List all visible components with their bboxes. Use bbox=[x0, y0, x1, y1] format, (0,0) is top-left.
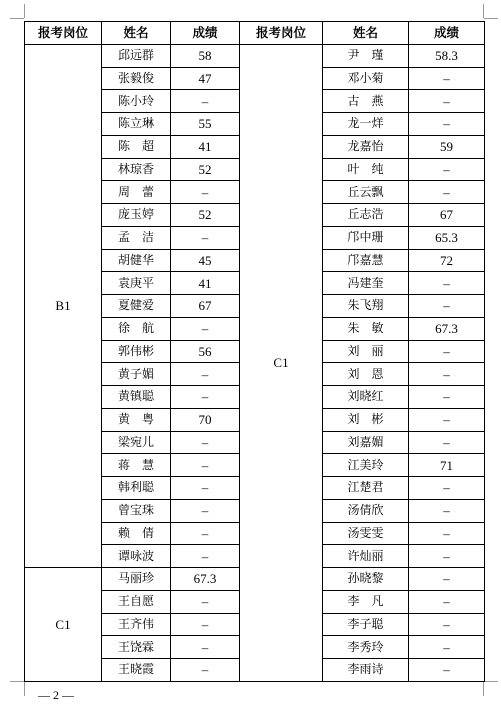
candidate-score: – bbox=[409, 477, 485, 500]
position-group-cell: C1 bbox=[25, 568, 102, 682]
candidate-score: – bbox=[171, 477, 240, 500]
header-score-right: 成绩 bbox=[409, 22, 485, 45]
candidate-score: – bbox=[409, 363, 485, 386]
candidate-name: 汤倩欣 bbox=[323, 499, 409, 522]
header-position-left: 报考岗位 bbox=[25, 22, 102, 45]
candidate-score: 67 bbox=[409, 204, 485, 227]
position-group-cell: B1 bbox=[25, 44, 102, 567]
candidate-score: 59 bbox=[409, 135, 485, 158]
candidate-score: – bbox=[171, 636, 240, 659]
candidate-score: – bbox=[409, 113, 485, 136]
candidate-name: 朱 敏 bbox=[323, 317, 409, 340]
candidate-score: 71 bbox=[409, 454, 485, 477]
candidate-name: 庞玉婷 bbox=[102, 204, 171, 227]
candidate-score: 47 bbox=[171, 67, 240, 90]
candidate-score: 67.3 bbox=[409, 317, 485, 340]
candidate-name: 韩利聪 bbox=[102, 477, 171, 500]
candidate-name: 李子聪 bbox=[323, 613, 409, 636]
candidate-name: 谭咏波 bbox=[102, 545, 171, 568]
candidate-name: 王自愿 bbox=[102, 590, 171, 613]
candidate-name: 林琼香 bbox=[102, 158, 171, 181]
candidate-score: – bbox=[409, 659, 485, 682]
crop-mark-bottom-right-h bbox=[484, 681, 498, 682]
candidate-name: 丘云飘 bbox=[323, 181, 409, 204]
candidate-score: – bbox=[171, 499, 240, 522]
candidate-name: 孟 洁 bbox=[102, 226, 171, 249]
candidate-score: 72 bbox=[409, 249, 485, 272]
header-name-left: 姓名 bbox=[102, 22, 171, 45]
candidate-score: – bbox=[409, 431, 485, 454]
candidate-score: – bbox=[409, 545, 485, 568]
candidate-score: 70 bbox=[171, 408, 240, 431]
page-number: — 2 — bbox=[38, 688, 74, 702]
candidate-name: 龙一烊 bbox=[323, 113, 409, 136]
candidate-score: – bbox=[409, 590, 485, 613]
candidate-score: – bbox=[409, 295, 485, 318]
candidate-name: 梁宛儿 bbox=[102, 431, 171, 454]
candidate-name: 邝嘉慧 bbox=[323, 249, 409, 272]
crop-mark-bottom-right-v bbox=[483, 682, 484, 696]
candidate-score: 45 bbox=[171, 249, 240, 272]
candidate-name: 李秀玲 bbox=[323, 636, 409, 659]
header-position-right: 报考岗位 bbox=[240, 22, 323, 45]
candidate-score: – bbox=[409, 499, 485, 522]
candidate-score: 58.3 bbox=[409, 44, 485, 67]
candidate-score: – bbox=[409, 340, 485, 363]
candidate-score: – bbox=[409, 272, 485, 295]
candidate-name: 蒋 慧 bbox=[102, 454, 171, 477]
candidate-name: 徐 航 bbox=[102, 317, 171, 340]
score-table bbox=[24, 21, 485, 682]
candidate-score: – bbox=[171, 590, 240, 613]
candidate-name: 李雨诗 bbox=[323, 659, 409, 682]
candidate-name: 曾宝珠 bbox=[102, 499, 171, 522]
candidate-score: 65.3 bbox=[409, 226, 485, 249]
candidate-score: – bbox=[171, 90, 240, 113]
candidate-score: – bbox=[171, 454, 240, 477]
candidate-score: – bbox=[409, 158, 485, 181]
candidate-name: 王饶霖 bbox=[102, 636, 171, 659]
candidate-score: 55 bbox=[171, 113, 240, 136]
header-score-left: 成绩 bbox=[171, 22, 240, 45]
candidate-score: – bbox=[409, 67, 485, 90]
candidate-name: 汤雯雯 bbox=[323, 522, 409, 545]
crop-mark-top-left-h bbox=[10, 18, 24, 19]
candidate-name: 赖 倩 bbox=[102, 522, 171, 545]
candidate-name: 刘嘉媚 bbox=[323, 431, 409, 454]
candidate-name: 王齐伟 bbox=[102, 613, 171, 636]
crop-mark-top-left-v bbox=[24, 4, 25, 18]
candidate-score: – bbox=[409, 613, 485, 636]
candidate-name: 叶 纯 bbox=[323, 158, 409, 181]
candidate-name: 冯建奎 bbox=[323, 272, 409, 295]
crop-mark-bottom-left-h bbox=[10, 681, 24, 682]
candidate-name: 陈 超 bbox=[102, 135, 171, 158]
candidate-name: 刘 彬 bbox=[323, 408, 409, 431]
candidate-name: 周 蕾 bbox=[102, 181, 171, 204]
candidate-score: 58 bbox=[171, 44, 240, 67]
candidate-score: – bbox=[409, 386, 485, 409]
candidate-score: 41 bbox=[171, 272, 240, 295]
candidate-name: 刘晓红 bbox=[323, 386, 409, 409]
table-row bbox=[25, 44, 485, 67]
candidate-name: 刘 恩 bbox=[323, 363, 409, 386]
candidate-name: 夏健爱 bbox=[102, 295, 171, 318]
candidate-name: 朱飞翔 bbox=[323, 295, 409, 318]
candidate-name: 袁庚平 bbox=[102, 272, 171, 295]
candidate-name: 邱远群 bbox=[102, 44, 171, 67]
candidate-score: – bbox=[171, 613, 240, 636]
candidate-score: – bbox=[171, 181, 240, 204]
position-group-cell: C1 bbox=[240, 44, 323, 681]
candidate-score: – bbox=[171, 659, 240, 682]
candidate-name: 丘志浩 bbox=[323, 204, 409, 227]
candidate-name: 张毅俊 bbox=[102, 67, 171, 90]
candidate-score: – bbox=[171, 522, 240, 545]
crop-mark-bottom-left-v bbox=[24, 682, 25, 696]
candidate-name: 许灿丽 bbox=[323, 545, 409, 568]
candidate-score: – bbox=[171, 363, 240, 386]
candidate-score: – bbox=[409, 522, 485, 545]
candidate-name: 黄 粤 bbox=[102, 408, 171, 431]
candidate-name: 江美玲 bbox=[323, 454, 409, 477]
candidate-score: 67 bbox=[171, 295, 240, 318]
candidate-score: 67.3 bbox=[171, 568, 240, 591]
candidate-name: 刘 丽 bbox=[323, 340, 409, 363]
candidate-name: 陈小玲 bbox=[102, 90, 171, 113]
candidate-score: – bbox=[171, 226, 240, 249]
candidate-name: 尹 瑾 bbox=[323, 44, 409, 67]
candidate-score: – bbox=[409, 568, 485, 591]
candidate-score: 52 bbox=[171, 158, 240, 181]
candidate-name: 李 凡 bbox=[323, 590, 409, 613]
candidate-name: 孙晓黎 bbox=[323, 568, 409, 591]
candidate-name: 黄镇聪 bbox=[102, 386, 171, 409]
candidate-name: 邝中珊 bbox=[323, 226, 409, 249]
candidate-name: 郭伟彬 bbox=[102, 340, 171, 363]
header-name-right: 姓名 bbox=[323, 22, 409, 45]
candidate-name: 龙嘉怡 bbox=[323, 135, 409, 158]
table-body bbox=[25, 44, 485, 681]
candidate-score: 56 bbox=[171, 340, 240, 363]
candidate-score: – bbox=[171, 317, 240, 340]
candidate-name: 胡健华 bbox=[102, 249, 171, 272]
candidate-score: – bbox=[171, 545, 240, 568]
header-row bbox=[25, 22, 485, 45]
candidate-score: – bbox=[409, 636, 485, 659]
candidate-name: 黄子媚 bbox=[102, 363, 171, 386]
crop-mark-top-right-h bbox=[484, 18, 498, 19]
candidate-name: 陈立琳 bbox=[102, 113, 171, 136]
candidate-score: – bbox=[171, 431, 240, 454]
candidate-score: – bbox=[409, 90, 485, 113]
candidate-score: – bbox=[171, 386, 240, 409]
candidate-score: 41 bbox=[171, 135, 240, 158]
candidate-score: – bbox=[409, 408, 485, 431]
candidate-name: 马丽珍 bbox=[102, 568, 171, 591]
candidate-name: 古 燕 bbox=[323, 90, 409, 113]
candidate-name: 邓小菊 bbox=[323, 67, 409, 90]
candidate-name: 江楚君 bbox=[323, 477, 409, 500]
candidate-score: 52 bbox=[171, 204, 240, 227]
candidate-name: 王晓霞 bbox=[102, 659, 171, 682]
crop-mark-top-right-v bbox=[483, 4, 484, 18]
candidate-score: – bbox=[409, 181, 485, 204]
